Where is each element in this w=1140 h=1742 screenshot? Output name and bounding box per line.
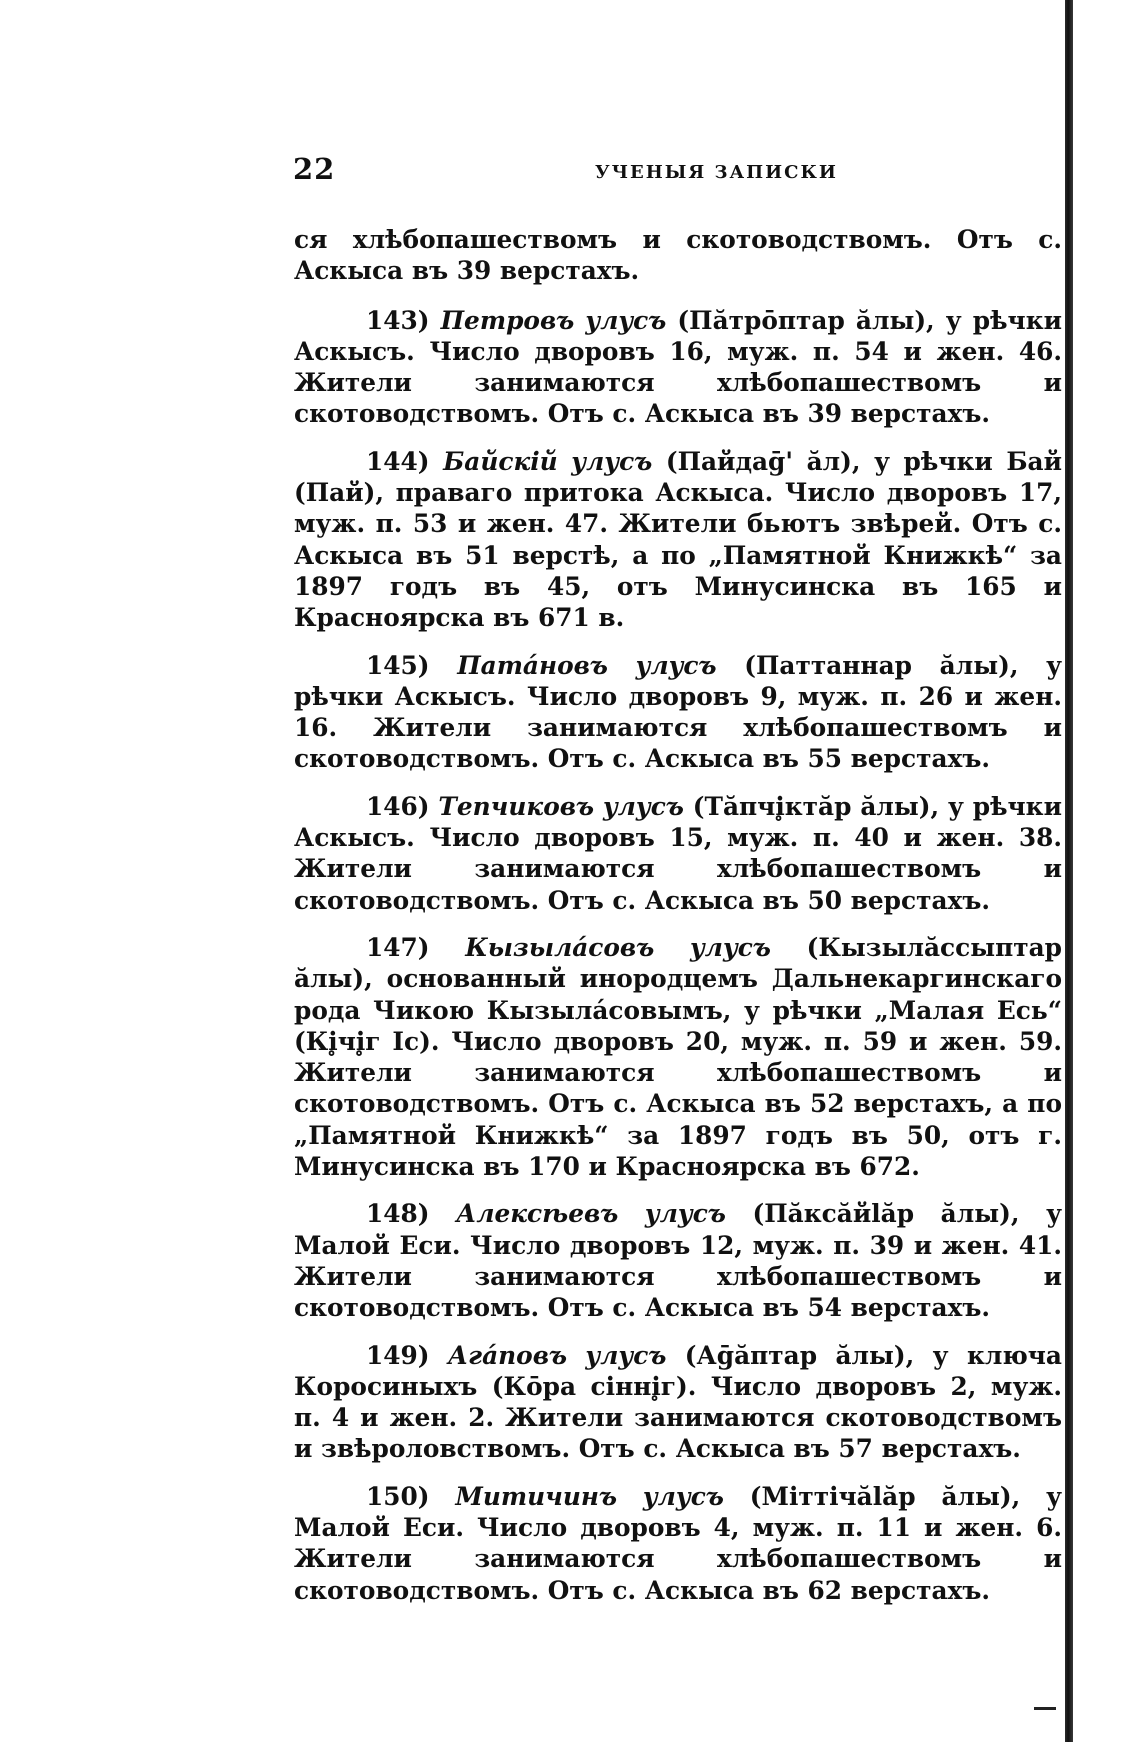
entry-text: (Аḡăптар ăлы), у ключа Коросиныхъ (Кōра сінні̥г). Число дворовъ 2, муж. п. 4 и жен. 2. Жители занимаются скотоводствомъ и звѣроловствомъ. Отъ с. Аскыса въ 57 верстахъ.: [294, 1340, 1063, 1464]
entry-name: Кызылáсовъ улусъ: [465, 932, 771, 962]
entry-name: Митичинъ улусъ: [455, 1481, 724, 1511]
entry-text: (Паттаннар ăлы), у рѣчки Аскысъ. Число дворовъ 9, муж. п. 26 и жен. 16. Жители занимаются хлѣбопашествомъ и скотоводствомъ. Отъ с. Аскыса въ 55 верстахъ.: [294, 650, 1063, 774]
page-edge-shadow: [1065, 0, 1073, 1742]
entry-text: (Пăтрōптар ăлы), у рѣчки Аскысъ. Число дворовъ 16, муж. п. 54 и жен. 46. Жители занимаются хлѣбопашествомъ и скотоводствомъ. Отъ с. Аскыса въ 39 верстахъ.: [294, 305, 1062, 429]
entry-text: (Тăпчі̥ктăр ăлы), у рѣчки Аскысъ. Число дворовъ 15, муж. п. 40 и жен. 38. Жители занимаются хлѣбопашествомъ и скотоводствомъ. Отъ с. Аскыса въ 50 верстахъ.: [294, 791, 1062, 915]
entry-144: [294, 446, 1062, 634]
entry-text: (Пайдаḡ' ăл), у рѣчки Бай (Пай), праваго притока Аскыса. Число дворовъ 17, муж. п. 53 и жен. 47. Жители бьютъ звѣрей. Отъ с. Аскыса въ 51 верстѣ, а по „Памятной Книжкѣ“ за 1897 годъ въ 45, отъ Минусинска въ 165 и Красноярска въ 671 в.: [294, 446, 1062, 633]
entry-number: 146): [366, 791, 430, 821]
entry-143: [294, 305, 1062, 430]
entry-text: (Пăксăйlăр ăлы), у Малой Еси. Число дворовъ 12, муж. п. 39 и жен. 41. Жители занимаются хлѣбопашествомъ и скотоводствомъ. Отъ с. Аскыса въ 54 верстахъ.: [294, 1199, 1062, 1323]
entry-name: Алексѣевъ улусъ: [456, 1199, 726, 1229]
entry-name: Агáповъ улусъ: [447, 1340, 667, 1370]
entry-number: 143): [366, 305, 430, 335]
entry-145: [294, 650, 1062, 775]
entry-number: 144): [366, 446, 430, 476]
page-number: 22: [293, 152, 336, 186]
entry-number: 148): [366, 1199, 430, 1229]
entry-name: Патáновъ улусъ: [457, 650, 717, 680]
entry-146: [294, 791, 1062, 916]
entry-name: Тепчиковъ улусъ: [438, 791, 684, 821]
entry-number: 147): [366, 932, 430, 962]
page-header: [293, 152, 1063, 192]
entry-name: Байскій улусъ: [443, 446, 653, 476]
bottom-margin-mark: [1034, 1707, 1056, 1710]
entry-number: 150): [366, 1481, 430, 1511]
entry-149: [294, 1340, 1062, 1465]
running-title: УЧЕНЫЯ ЗАПИСКИ: [595, 162, 838, 183]
entry-number: 145): [366, 650, 430, 680]
entry-147: [294, 932, 1062, 1182]
body-text: [294, 224, 1062, 1622]
entry-text: (Міттічălăр ăлы), у Малой Еси. Число дворовъ 4, муж. п. 11 и жен. 6. Жители занимаются хлѣбопашествомъ и скотоводствомъ. Отъ с. Аскыса въ 62 верстахъ.: [294, 1481, 1062, 1605]
entry-name: Петровъ улусъ: [440, 305, 667, 335]
entry-150: [294, 1481, 1062, 1606]
entry-148: [294, 1198, 1062, 1323]
entry-text: (Кызылăссыптар ăлы), основанный инородцемъ Дальнекаргинскаго рода Чикою Кызылáсовымъ, у рѣчки „Малая Есь“ (Кі̥чі̥г Іс). Число дворовъ 20, муж. п. 59 и жен. 59. Жители занимаются хлѣбопашествомъ и скотоводствомъ. Отъ с. Аскыса въ 52 верстахъ, а по „Памятной Книжкѣ“ за 1897 годъ въ 50, отъ г. Минусинска въ 170 и Красноярска въ 672.: [294, 932, 1062, 1182]
lead-paragraph: ся хлѣбопашествомъ и скотоводствомъ. Отъ с. Аскыса въ 39 верстахъ.: [294, 225, 1062, 286]
entry-number: 149): [366, 1340, 430, 1370]
